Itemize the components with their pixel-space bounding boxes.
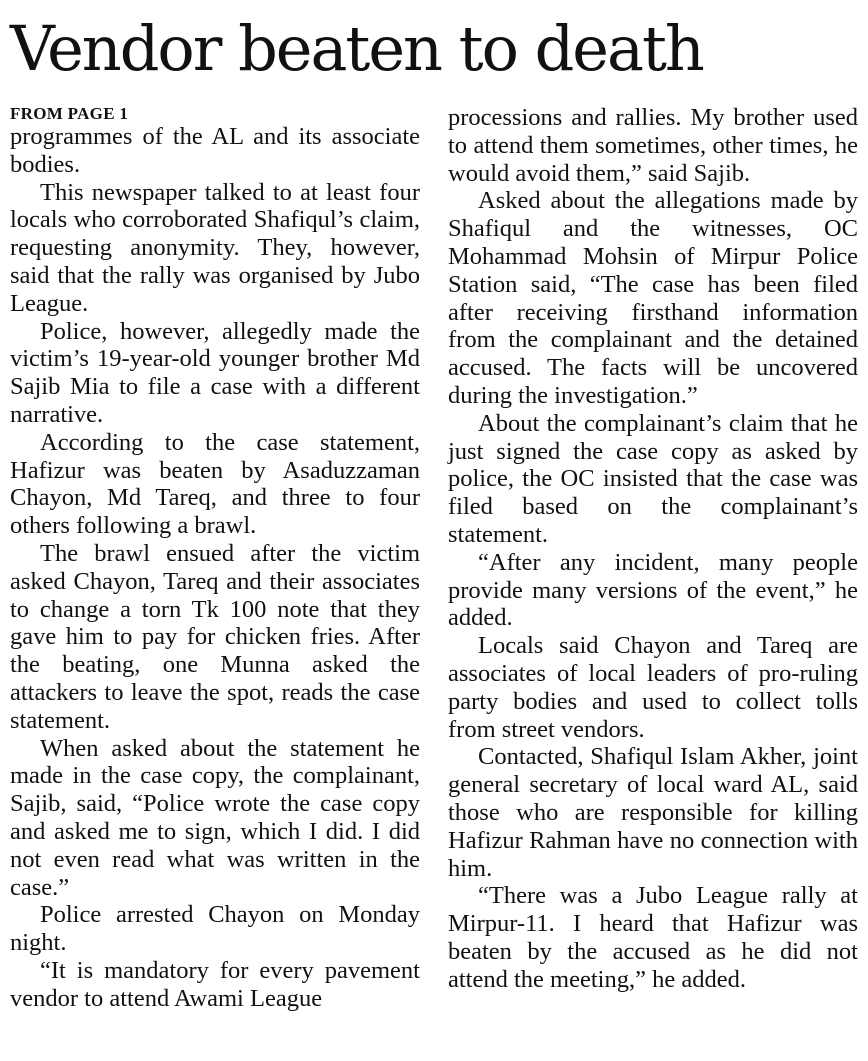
paragraph: Locals said Chayon and Tareq are associates of local leaders of pro-ruling party bodies and used to collect tolls from street vendors.: [448, 632, 858, 743]
paragraph: Asked about the allegations made by Shafiqul and the witnesses, OC Mohammad Mohsin of Mirpur Police Station said, “The case has been filed after receiving firsthand information from the complainant and the detained accused. The facts will be uncovered during the investigation.”: [448, 187, 858, 409]
paragraph: About the complainant’s claim that he just signed the case copy as asked by police, the OC insisted that the case was filed based on the complainant’s statement.: [448, 409, 858, 548]
paragraph: According to the case statement, Hafizur was beaten by Asaduzzaman Chayon, Md Tareq, and three to four others following a brawl.: [10, 428, 420, 540]
paragraph: Contacted, Shafiqul Islam Akher, joint general secretary of local ward AL, said those who are responsible for killing Hafizur Rahman have no connection with him.: [448, 743, 858, 882]
paragraph: processions and rallies. My brother used to attend them sometimes, other times, he would avoid them,” said Sajib.: [448, 104, 858, 187]
paragraph: “It is mandatory for every pavement vendor to attend Awami League: [10, 956, 420, 1012]
right-column: [448, 104, 858, 994]
paragraph: programmes of the AL and its associate bodies.: [10, 123, 420, 178]
paragraph: The brawl ensued after the victim asked Chayon, Tareq and their associates to change a torn Tk 100 note that they gave him to pay for chicken fries. After the beating, one Munna asked the attackers to leave the spot, reads the case statement.: [10, 539, 420, 734]
jump-label: FROM PAGE 1: [10, 104, 129, 123]
paragraph: This newspaper talked to at least four locals who corroborated Shafiqul’s claim, requesting anonymity. They, however, said that the rally was organised by Jubo League.: [10, 178, 420, 317]
paragraph: When asked about the statement he made in the case copy, the complainant, Sajib, said, “Police wrote the case copy and asked me to sign, which I did. I did not even read what was written in the case.”: [10, 734, 420, 901]
paragraph: Police arrested Chayon on Monday night.: [10, 901, 420, 957]
headline: Vendor beaten to death: [10, 12, 703, 85]
paragraph: Police, however, allegedly made the victim’s 19-year-old younger brother Md Sajib Mia to file a case with a different narrative.: [10, 317, 420, 428]
paragraph: “After any incident, many people provide many versions of the event,” he added.: [448, 548, 858, 632]
paragraph: “There was a Jubo League rally at Mirpur-11. I heard that Hafizur was beaten by the accused as he did not attend the meeting,” he added.: [448, 882, 858, 993]
left-column: [10, 104, 420, 1013]
